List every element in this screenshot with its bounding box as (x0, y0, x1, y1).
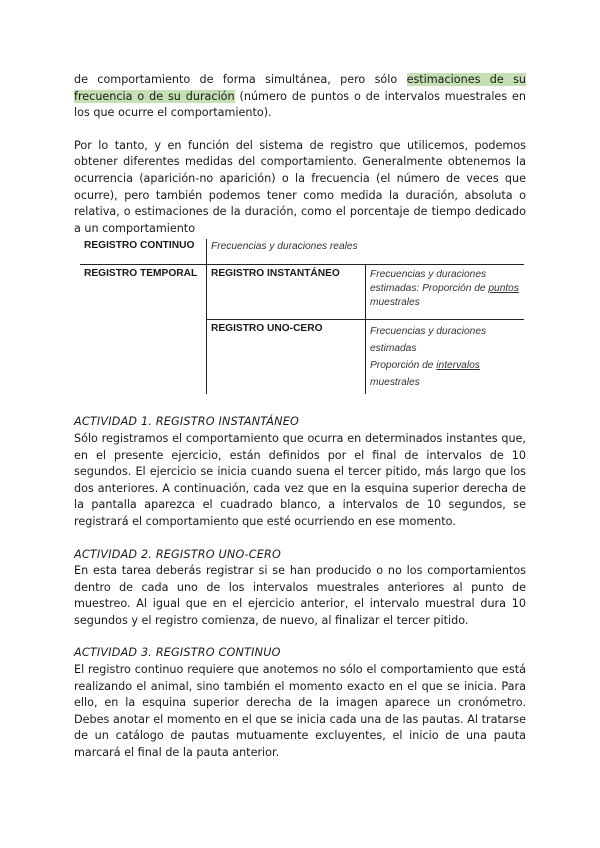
table-row (80, 320, 524, 395)
activity-3-title: ACTIVIDAD 3. REGISTRO CONTINUO (74, 646, 281, 660)
activity-1-title: ACTIVIDAD 1. REGISTRO INSTANTÁNEO (74, 415, 299, 429)
registro-table (80, 239, 524, 394)
activity-3-body: El registro continuo requiere que anotemos no sólo el comportamiento que está realizando el animal, sino también el momento exacto en el que se inicia. Para ello, en la esquina superior derecha de la imagen aparece un cronómetro. Debes anotar el momento en el que se inicia cada una de las pautas. Al tratarse de un catálogo de pautas mutuamente excluyentes, el inicio de una pauta marcará el final de la pauta anterior. (74, 663, 526, 760)
table-row (80, 265, 524, 320)
activity-1-body: Sólo registramos el comportamiento que ocurra en determinados instantes que, en el presente ejercicio, están definidos por el final de intervalos de 10 segundos. El ejercicio se inicia cuando suena el tercer pitido, más largo que los dos anteriores. A continuación, cada vez que en la esquina superior derecha de la pantalla aparezca el cuadrado blanco, a intervalos de 10 segundos, se registrará el comportamiento que esté ocurriendo en ese momento. (74, 431, 526, 528)
registro-uno-cero-label: REGISTRO UNO-CERO (207, 320, 366, 395)
registro-continuo-value: Frecuencias y duraciones reales (207, 239, 525, 265)
registro-continuo-label: REGISTRO CONTINUO (84, 240, 195, 252)
registro-instantaneo-value: Frecuencias y duraciones estimadas: Proporción de puntos muestrales (366, 265, 525, 320)
intro-paragraph-2: Por lo tanto, y en función del sistema de registro que utilicemos, podemos obtener diferentes medidas del comportamiento. Generalmente obtenemos la ocurrencia (aparición-no aparición) o la frecuencia (el número de veces que ocurre), pero también podemos tener como medida la duración, absoluta o relativa, o estimaciones de la duración, como el porcentaje de tiempo dedicado a un comportamiento (74, 138, 526, 235)
registro-temporal-label: REGISTRO TEMPORAL (80, 265, 207, 320)
intro-paragraph-1 (74, 72, 526, 122)
registro-uno-cero-value: Frecuencias y duraciones estimadas Proporción de intervalos muestrales (366, 320, 525, 395)
intro-text-start: de comportamiento de forma simultánea, pero sólo (74, 73, 407, 86)
highlighted-text: estimaciones de su frecuencia o de su duración (74, 73, 526, 103)
table-row (80, 239, 524, 265)
activity-2-body: En esta tarea deberás registrar si se han producido o no los comportamientos dentro de cada uno de los intervalos muestrales anteriores al punto de muestreo. Al igual que en el ejercicio anterior, el intervalo muestral dura 10 segundos y el registro comienza, de nuevo, al finalizar el tercer pitido. (74, 564, 526, 627)
registro-instantaneo-label: REGISTRO INSTANTÁNEO (207, 265, 366, 320)
activity-2-title: ACTIVIDAD 2. REGISTRO UNO-CERO (74, 547, 281, 561)
intro-text-end: (número de puntos o de intervalos muestrales en los que ocurre el comportamiento). (74, 89, 526, 120)
document-page (74, 72, 526, 762)
